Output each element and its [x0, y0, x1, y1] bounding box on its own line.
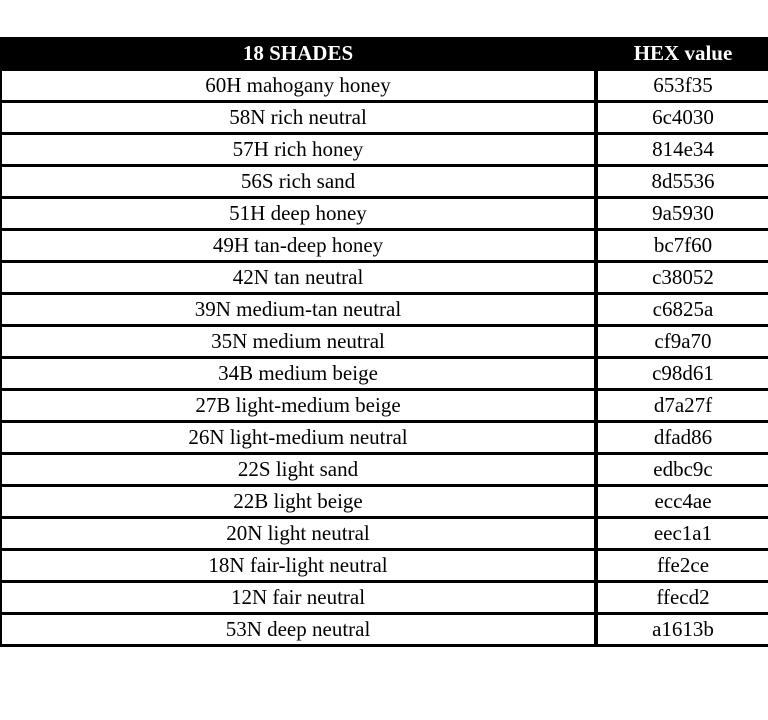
- hex-value-cell: dfad86: [596, 421, 768, 453]
- shades-table-container: [0, 37, 768, 647]
- shade-name-cell: 39N medium-tan neutral: [1, 293, 596, 325]
- hex-value-cell: a1613b: [596, 613, 768, 645]
- table-row: [1, 389, 768, 421]
- shade-name-cell: 49H tan-deep honey: [1, 229, 596, 261]
- shade-name-cell: 53N deep neutral: [1, 613, 596, 645]
- hex-value-cell: edbc9c: [596, 453, 768, 485]
- hex-value-cell: bc7f60: [596, 229, 768, 261]
- shade-name-cell: 56S rich sand: [1, 165, 596, 197]
- table-row: [1, 325, 768, 357]
- table-row: [1, 613, 768, 645]
- hex-value-cell: c38052: [596, 261, 768, 293]
- table-row: [1, 357, 768, 389]
- shade-name-cell: 34B medium beige: [1, 357, 596, 389]
- table-row: [1, 261, 768, 293]
- table-row: [1, 101, 768, 133]
- table-row: [1, 485, 768, 517]
- shade-name-cell: 57H rich honey: [1, 133, 596, 165]
- shade-name-cell: 60H mahogany honey: [1, 69, 596, 101]
- hex-value-cell: ffe2ce: [596, 549, 768, 581]
- hex-value-cell: d7a27f: [596, 389, 768, 421]
- hex-value-cell: 8d5536: [596, 165, 768, 197]
- table-body: [1, 69, 768, 645]
- hex-value-cell: c6825a: [596, 293, 768, 325]
- hex-value-cell: eec1a1: [596, 517, 768, 549]
- shade-name-cell: 51H deep honey: [1, 197, 596, 229]
- shade-name-cell: 27B light-medium beige: [1, 389, 596, 421]
- shade-name-cell: 35N medium neutral: [1, 325, 596, 357]
- hex-column-header: HEX value: [596, 38, 768, 69]
- hex-value-cell: ecc4ae: [596, 485, 768, 517]
- shades-hex-table: [0, 37, 768, 647]
- header-row: [1, 38, 768, 69]
- shade-name-cell: 20N light neutral: [1, 517, 596, 549]
- shades-column-header: 18 SHADES: [1, 38, 596, 69]
- shade-name-cell: 18N fair-light neutral: [1, 549, 596, 581]
- hex-value-cell: 653f35: [596, 69, 768, 101]
- table-row: [1, 165, 768, 197]
- table-row: [1, 517, 768, 549]
- hex-value-cell: cf9a70: [596, 325, 768, 357]
- hex-value-cell: ffecd2: [596, 581, 768, 613]
- table-row: [1, 453, 768, 485]
- table-row: [1, 69, 768, 101]
- table-row: [1, 549, 768, 581]
- table-row: [1, 133, 768, 165]
- shade-name-cell: 58N rich neutral: [1, 101, 596, 133]
- shade-name-cell: 12N fair neutral: [1, 581, 596, 613]
- hex-value-cell: 9a5930: [596, 197, 768, 229]
- table-row: [1, 421, 768, 453]
- shade-name-cell: 26N light-medium neutral: [1, 421, 596, 453]
- hex-value-cell: 6c4030: [596, 101, 768, 133]
- hex-value-cell: 814e34: [596, 133, 768, 165]
- shade-name-cell: 22S light sand: [1, 453, 596, 485]
- table-row: [1, 581, 768, 613]
- table-row: [1, 229, 768, 261]
- shade-name-cell: 42N tan neutral: [1, 261, 596, 293]
- shade-name-cell: 22B light beige: [1, 485, 596, 517]
- table-row: [1, 293, 768, 325]
- hex-value-cell: c98d61: [596, 357, 768, 389]
- table-row: [1, 197, 768, 229]
